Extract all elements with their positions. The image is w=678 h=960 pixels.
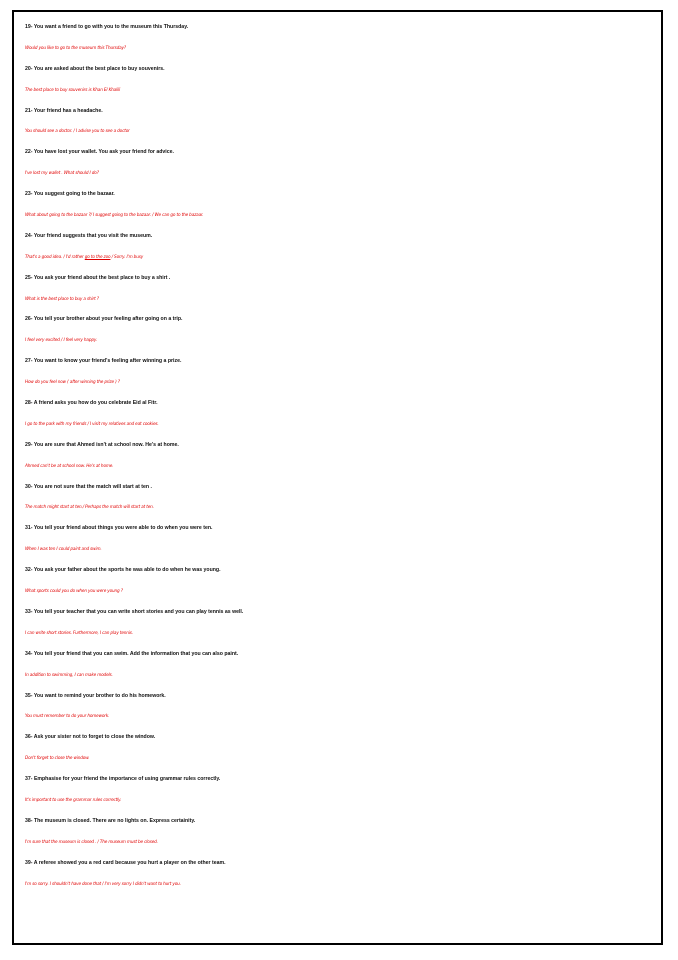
item-33 [25, 602, 661, 644]
answer-36: Don't forget to close the window. [25, 755, 90, 761]
answer-24-underlined: go to the zoo [84, 253, 111, 259]
question-21: 21- Your friend has a headache. [25, 107, 103, 114]
item-26 [25, 309, 661, 351]
answer-22: I've lost my wallet . What should I do? [25, 170, 99, 176]
answer-20: The best place to buy souvenirs is Khan El Khalili [25, 86, 121, 92]
item-27 [25, 351, 661, 393]
question-22: 22- You have lost your wallet. You ask your friend for advice. [25, 149, 174, 156]
answer-38: I'm sure that the museum is closed . / The museum must be closed. [25, 838, 158, 844]
worksheet-frame [12, 10, 663, 945]
question-38: 38- The museum is closed. There are no lights on. Express certainity. [25, 817, 196, 824]
answer-26: I feel very excited / I feel very happy. [25, 337, 98, 343]
question-30: 30- You are not sure that the match will start at ten . [25, 483, 152, 490]
question-29: 29- You are sure that Ahmed isn't at school now. He's at home. [25, 441, 179, 448]
question-35: 35- You want to remind your brother to do his homework. [25, 692, 166, 699]
item-36 [25, 727, 661, 769]
question-34: 34- You tell your friend that you can swim. Add the information that you can also paint. [25, 650, 239, 657]
question-39: 39- A referee showed you a red card because you hurt a player on the other team. [25, 859, 226, 866]
item-24 [25, 226, 661, 268]
answer-30: The match might start at ten./ Perhaps the match will start at ten. [25, 504, 154, 510]
question-36: 36- Ask your sister not to forget to close the window. [25, 734, 156, 741]
question-24: 24- Your friend suggests that you visit the museum. [25, 232, 153, 239]
answer-23: What about going to the bazaar ?/ I suggest going to the bazaar. / We can go to the bazaar. [25, 212, 204, 218]
answer-24-part-2: / Sorry. I'm busy [110, 253, 144, 259]
item-34 [25, 644, 661, 686]
question-28: 28- A friend asks you how do you celebrate Eid al Fitr. [25, 400, 158, 407]
item-20 [25, 59, 661, 101]
answer-35: You must remember to do your homework. [25, 713, 110, 719]
answer-25: What is the best place to buy a shirt ? [25, 295, 99, 301]
item-35 [25, 686, 661, 728]
answer-31: When I was ten I could paint and swim. [25, 546, 102, 552]
item-31 [25, 518, 661, 560]
item-28 [25, 393, 661, 435]
item-29 [25, 435, 661, 477]
item-21 [25, 101, 661, 143]
question-33: 33- You tell your teacher that you can write short stories and you can play tennis as well. [25, 608, 244, 615]
answer-24-part-1: That's a good idea. / I'd rather [25, 253, 85, 259]
answer-29: Ahmed can't be at school now. He's at home. [25, 462, 114, 468]
item-30 [25, 477, 661, 519]
answer-33: I can write short stories. Furthermore, I can play tennis. [25, 629, 133, 635]
item-39 [25, 853, 661, 895]
answer-37: It's important to use the grammar rules correctly. [25, 796, 122, 802]
answer-34: In addition to swimming, I can make models. [25, 671, 113, 677]
answer-28: I go to the park with my friends / I visit my relatives and eat cookies. [25, 420, 159, 426]
question-32: 32- You ask your father about the sports he was able to do when he was young. [25, 567, 221, 574]
question-19: 19- You want a friend to go with you to the museum this Thursday. [25, 24, 189, 30]
question-31: 31- You tell your friend about things you were able to do when you were ten. [25, 525, 213, 532]
question-25: 25- You ask your friend about the best place to buy a shirt . [25, 274, 171, 281]
question-26: 26- You tell your brother about your feeling after going on a trip. [25, 316, 183, 323]
item-32 [25, 560, 661, 602]
item-19 [25, 17, 661, 59]
answer-32: What sports could you do when you were young ? [25, 588, 123, 594]
item-22 [25, 142, 661, 184]
answer-27: How do you feel now ( after winning the prize ) ? [25, 379, 120, 385]
item-38 [25, 811, 661, 853]
question-23: 23- You suggest going to the bazaar. [25, 191, 115, 198]
question-37: 37- Emphasise for your friend the importance of using grammar rules correctly. [25, 776, 221, 783]
question-20: 20- You are asked about the best place to buy souvenirs. [25, 65, 165, 72]
answer-24 [25, 247, 661, 268]
question-27: 27- You want to know your friend's feeling after winning a prize. [25, 358, 182, 365]
answer-39: I'm so sorry. I shouldn't have done that / I'm very sorry I didn't want to hurt you. [25, 880, 181, 886]
answer-21: You should see a doctor. / I advise you to see a doctor [25, 128, 130, 134]
answer-19: Would you like to go to the museum this Thursday? [25, 44, 126, 50]
item-23 [25, 184, 661, 226]
item-37 [25, 769, 661, 811]
item-25 [25, 268, 661, 310]
